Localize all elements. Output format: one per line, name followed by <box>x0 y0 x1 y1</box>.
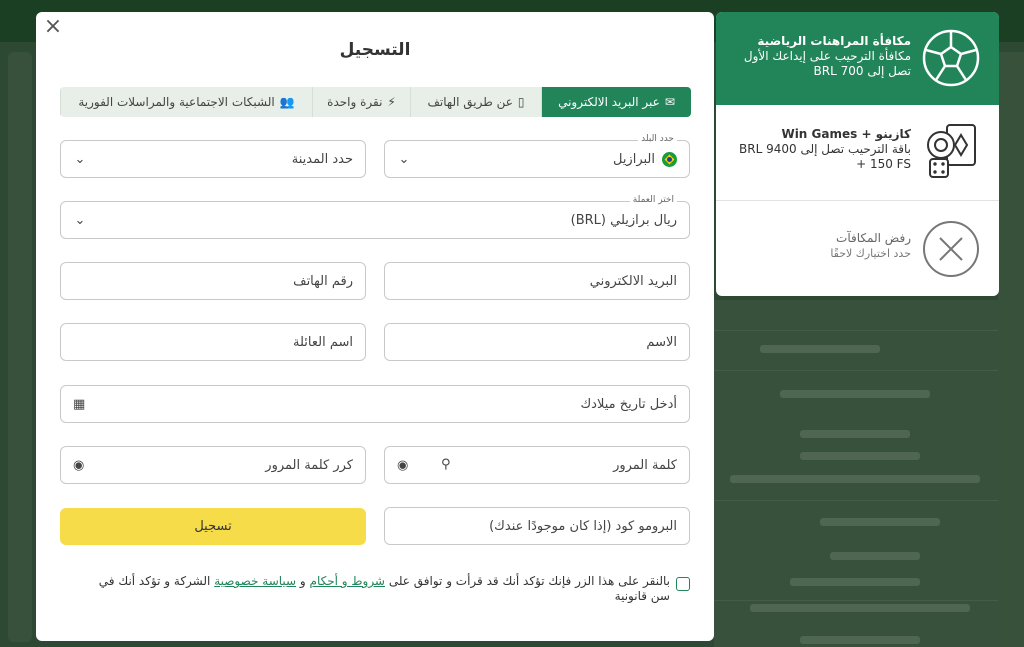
tab-email[interactable] <box>541 87 691 117</box>
birthdate-field[interactable] <box>60 385 690 423</box>
registration-modal <box>36 12 714 641</box>
decline-x-icon <box>921 219 981 279</box>
first-name-placeholder: الاسم <box>646 334 677 350</box>
birthdate-placeholder: أدخل تاريخ ميلادك <box>580 396 677 412</box>
email-placeholder: البريد الالكتروني <box>589 273 677 289</box>
terms-text-before: بالنقر على هذا الزر فإنك تؤكد أنك قد قرأت و توافق على <box>385 574 670 588</box>
tab-social[interactable] <box>60 87 312 117</box>
bonus-option-casino[interactable] <box>716 105 999 201</box>
city-select[interactable] <box>60 140 366 178</box>
users-icon: 👥 <box>279 95 295 109</box>
register-button[interactable]: تسجيل <box>60 508 366 545</box>
terms-text-and: و <box>296 574 310 588</box>
sports-bonus-title: مكافأة المراهنات الرياضية <box>757 34 911 48</box>
promo-code-field[interactable] <box>384 507 690 545</box>
tab-label: عن طريق الهاتف <box>427 95 513 109</box>
chevron-down-icon: ⌄ <box>74 212 86 228</box>
password-repeat-field[interactable] <box>60 446 366 484</box>
country-value: البرازيل <box>612 151 655 167</box>
close-icon: × <box>43 14 63 39</box>
terms-text <box>76 574 690 604</box>
decline-bonus-title: رفض المكافآت <box>836 231 911 245</box>
casino-bonus-text <box>731 127 911 172</box>
phone-icon: ▯ <box>517 95 525 109</box>
currency-select[interactable] <box>60 195 690 239</box>
country-select[interactable] <box>384 134 690 178</box>
casino-bonus-desc: باقة الترحيب تصل إلى 9400 BRL + 150 FS <box>739 142 911 171</box>
sports-bonus-text <box>731 34 911 79</box>
currency-value: ريال برازيلي (BRL) <box>570 212 677 228</box>
calendar-icon[interactable]: ▦ <box>73 397 86 412</box>
terms-text-after: الشركة و تؤكد أنك في سن قانونية <box>98 574 670 603</box>
last-name-placeholder: اسم العائلة <box>293 334 353 350</box>
key-icon[interactable]: ⚲ <box>441 457 451 472</box>
city-placeholder: حدد المدينة <box>291 151 353 167</box>
bonus-panel <box>716 12 999 296</box>
decline-bonus-text <box>731 231 911 261</box>
promo-placeholder: البرومو كود (إذا كان موجودًا عندك) <box>489 518 677 534</box>
terms-link[interactable]: شروط و أحكام <box>309 574 385 588</box>
decline-bonus-desc: حدد اختيارك لاحقًا <box>830 247 911 260</box>
eye-slash-icon[interactable]: ◉ <box>397 458 409 473</box>
casino-cards-dice-icon <box>921 121 981 181</box>
phone-placeholder: رقم الهاتف <box>293 273 353 289</box>
brazil-flag-icon <box>662 152 677 167</box>
tab-label: عبر البريد الالكتروني <box>558 95 660 109</box>
first-name-field[interactable] <box>384 323 690 361</box>
tab-one-click[interactable] <box>312 87 410 117</box>
tab-label: الشبكات الاجتماعية والمراسلات الفورية <box>78 95 275 109</box>
eye-slash-icon[interactable]: ◉ <box>73 458 85 473</box>
password-repeat-placeholder: كرر كلمة المرور <box>265 457 353 473</box>
country-label: حدد البلد <box>638 134 677 144</box>
tab-label: نقرة واحدة <box>327 95 383 109</box>
close-button[interactable] <box>42 16 64 38</box>
soccer-ball-icon <box>921 28 981 88</box>
chevron-down-icon: ⌄ <box>74 151 86 167</box>
currency-label: اختر العملة <box>630 195 677 205</box>
sports-bonus-desc: مكافأة الترحيب على إيداعك الأول تصل إلى 700 BRL <box>743 49 911 78</box>
casino-bonus-title: كازينو + Win Games <box>781 127 911 141</box>
privacy-link[interactable]: سياسة خصوصية <box>214 574 297 588</box>
password-placeholder: كلمة المرور <box>613 457 677 473</box>
bonus-option-sports[interactable] <box>716 12 999 105</box>
registration-tabs <box>60 87 691 117</box>
modal-title: التسجيل <box>339 40 411 60</box>
envelope-icon: ✉ <box>664 95 675 109</box>
bonus-option-decline[interactable] <box>716 201 999 296</box>
last-name-field[interactable] <box>60 323 366 361</box>
chevron-down-icon: ⌄ <box>398 151 410 167</box>
password-field[interactable] <box>384 446 690 484</box>
bolt-icon: ⚡ <box>387 95 396 109</box>
phone-field[interactable] <box>60 262 366 300</box>
tab-phone[interactable] <box>410 87 541 117</box>
email-field[interactable] <box>384 262 690 300</box>
